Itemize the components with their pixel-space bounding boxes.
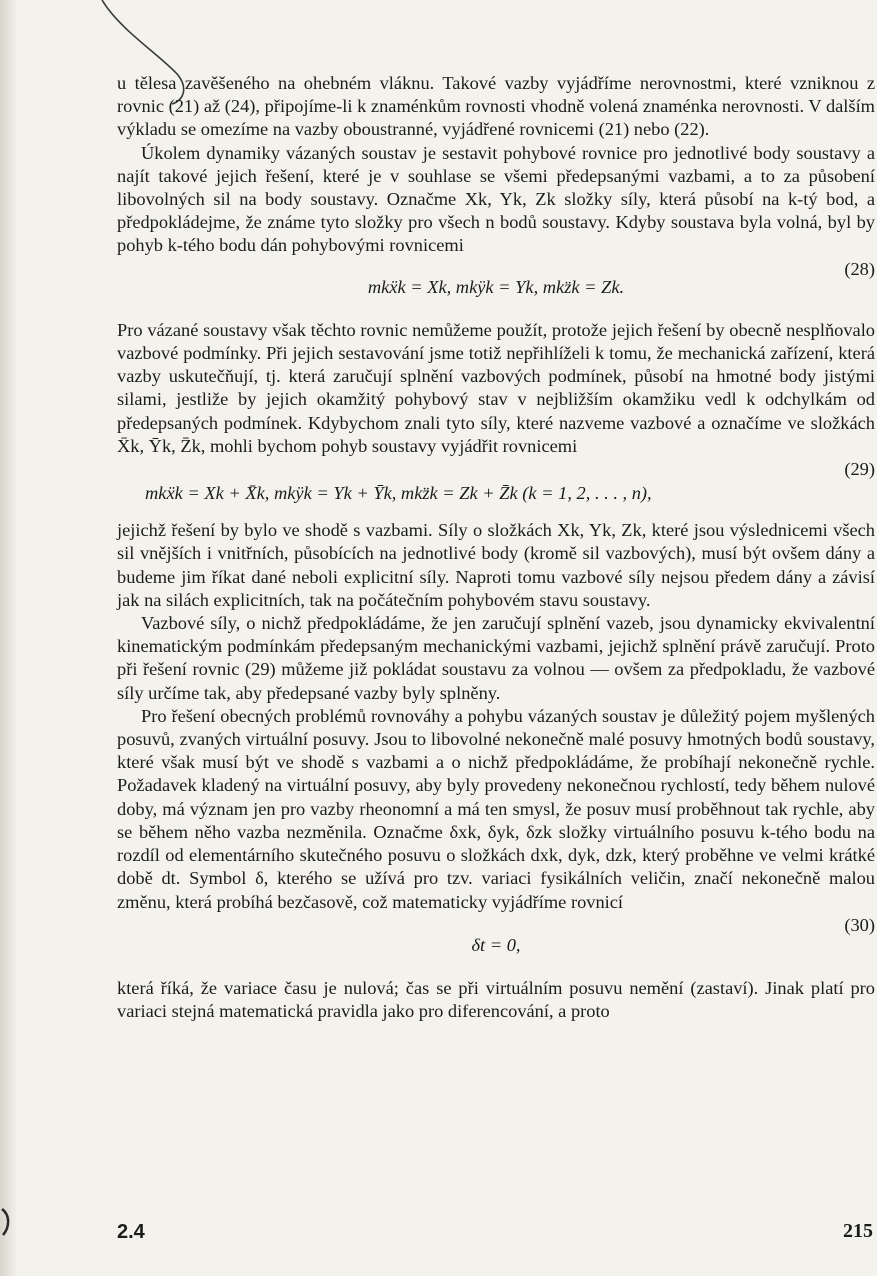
paragraph-6: Pro řešení obecných problémů rovnováhy a pohybu vázaných soustav je důležitý pojem myšlených posuvů, zvaných virtuální posuvy. Jsou to libovolné nekonečně malé posuvy hmotných bodů soustavy, které však musí být ve shodě s vazbami a o nichž předpokládáme, že probíhají nekonečně rychle. Požadavek kladený na virtuální posuvy, aby byly provedeny nekonečnou rychlostí, tedy během nulové doby, má význam jen pro vazby rheonomní a má ten smysl, že posuv musí proběhnout tak rychle, aby se během něho vazba nezměnila. Označme δxk, δyk, δzk složky virtuálního posuvu k-tého bodu na rozdíl od elementárního skutečného posuvu o složkách dxk, dyk, dzk, který proběhne ve velmi krátké době dt. Symbol δ, kterého se užívá pro tzv. variaci fysikálních veličin, značí nekonečně malou změnu, která probíhá bezčasově, což matematicky vyjádříme rovnicí bbox=[117, 705, 875, 912]
equation-28-body: mkẍk = Xk, mkÿk = Yk, mkz̈k = Zk. bbox=[367, 276, 625, 297]
paragraph-1: u tělesa zavěšeného na ohebném vláknu. Takové vazby vyjádříme nerovnostmi, které vzniknou z rovnic (21) až (24), připojíme-li k znaménkům rovnosti vhodně volená znaménka nerovnosti. V dalším výkladu se omezíme na vazby oboustranné, vyjádřené rovnicemi (21) nebo (22). bbox=[117, 73, 875, 140]
page-number: 215 bbox=[843, 1220, 873, 1242]
equation-29-body: mkẍk = Xk + X̄k, mkÿk = Yk + Ȳk, mkz̈k = Zk + Z̄k (k = 1, 2, . . . , n), bbox=[145, 483, 652, 504]
equation-30-number: (30) bbox=[844, 914, 875, 935]
equation-28 bbox=[117, 258, 875, 319]
paragraph-4: jejichž řešení by bylo ve shodě s vazbami. Síly o složkách Xk, Yk, Zk, které jsou výslednicemi všech sil vnějších i vnitřních, působících na jednotlivé body (kromě sil vazbových), musí být ovšem dány a budeme jim říkat dané neboli explicitní síly. Naproti tomu vazbové síly nejsou předem dány a závisí jak na silách explicitních, tak na počátečním pohybovém stavu soustavy. bbox=[117, 520, 875, 610]
paragraph-5: Vazbové síly, o nichž předpokládáme, že jen zaručují splnění vazeb, jsou dynamicky ekvivalentní kinematickým podmínkám předepsaným mechanickými vazbami, jejichž splnění právě zaručují. Proto při řešení rovnic (29) můžeme již pokládat soustavu za volnou — ovšem za předpokladu, že vazbové síly určíme tak, aby předepsané vazby byly splněny. bbox=[117, 613, 875, 703]
section-number: 2.4 bbox=[117, 1221, 145, 1243]
equation-30-body: δt = 0, bbox=[471, 934, 521, 955]
margin-mark bbox=[0, 1205, 14, 1239]
paragraph-7: která říká, že variace času je nulová; čas se při virtuálním posuvu nemění (zastaví). Jinak platí pro variaci stejná matematická pravidla jako pro diferencování, a proto bbox=[117, 977, 875, 1022]
equation-28-number: (28) bbox=[844, 258, 875, 279]
paragraph-3: Pro vázané soustavy však těchto rovnic nemůžeme použít, protože jejich řešení by obecně nesplňovalo vazbové podmínky. Při jejich sestavování jsme totiž nepřihlíželi k tomu, že mechanická zařízení, která vazby uskutečňují, tj. která zaručují splnění vazbových podmínek, působí na hmotné body jistými silami, jestliže by jejich okamžitý pohybový stav v nejbližším okamžiku vedl k odchylkám od předepsaných podmínek. Kdybychom znali tyto síly, které nazveme vazbové a označíme ve složkách X̄k, Ȳk, Z̄k, mohli bychom pohyb soustavy vyjádřit rovnicemi bbox=[117, 319, 875, 456]
equation-29 bbox=[117, 458, 875, 519]
main-text bbox=[117, 72, 875, 1023]
page-binding-shadow bbox=[0, 0, 18, 1276]
paragraph-2: Úkolem dynamiky vázaných soustav je sestavit pohybové rovnice pro jednotlivé body soustavy a najít takové jejich řešení, které je v souhlase se všemi předepsanými vazbami, a to za působení libovolných sil na body soustavy. Označme Xk, Yk, Zk složky síly, která působí na k-tý bod, a předpokládejme, že známe tyto složky pro všech n bodů soustavy. Kdyby soustava byla volná, byl by pohyb k-tého bodu dán pohybovými rovnicemi bbox=[117, 142, 875, 256]
equation-29-number: (29) bbox=[844, 459, 875, 480]
equation-30 bbox=[117, 914, 875, 977]
